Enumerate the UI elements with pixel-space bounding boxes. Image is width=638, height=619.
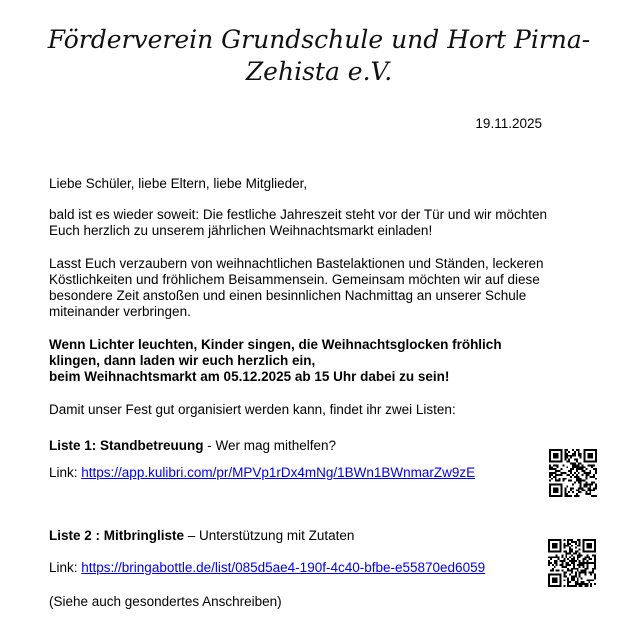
list1-title: Liste 1: Standbetreuung [49, 438, 204, 453]
qr-code-icon [549, 449, 597, 497]
list2-link-row [49, 560, 485, 576]
paragraph-line: Lasst Euch verzaubern von weihnachtlichen Bastelaktionen und Ständen, leckeren [49, 256, 544, 271]
list1-subtitle: - Wer mag mithelfen? [203, 438, 337, 453]
list1-heading [49, 438, 336, 454]
footer-note: (Siehe auch gesondertes Anschreiben) [49, 594, 282, 609]
qr-code-icon [549, 449, 597, 497]
letter-title [0, 24, 638, 88]
paragraph-line: Euch herzlich zu unserem jährlichen Weihnachtsmarkt einladen! [49, 223, 433, 238]
letter-date: 19.11.2025 [475, 116, 542, 131]
list2-title: Liste 2 : Mitbringliste [49, 528, 185, 543]
list2-heading [49, 528, 354, 544]
paragraph-line: Köstlichkeiten und fröhlichem Beisammensein. Gemeinsam möchten wir auf diese [49, 272, 540, 287]
paragraph-description [49, 256, 594, 320]
paragraph-line: miteinander verbringen. [49, 304, 191, 319]
list1-link[interactable]: https://app.kulibri.com/pr/MPVp1rDx4mNg/1BWn1BWnmarZw9zE [81, 465, 476, 480]
title-line-1: Förderverein Grundschule und Hort Pirna- [47, 25, 591, 54]
greeting: Liebe Schüler, liebe Eltern, liebe Mitglieder, [49, 176, 308, 191]
link-label: Link: [49, 560, 82, 575]
list2-subtitle: – Unterstützung mit Zutaten [184, 528, 355, 543]
lists-intro: Damit unser Fest gut organisiert werden kann, findet ihr zwei Listen: [49, 402, 456, 417]
paragraph-line: besondere Zeit anstoßen und einen besinnlichen Nachmittag an unserer Schule [49, 288, 527, 303]
announcement-line: Wenn Lichter leuchten, Kinder singen, die Weihnachtsglocken fröhlich [49, 337, 502, 352]
announcement-line: beim Weihnachtsmarkt am 05.12.2025 ab 15 Uhr dabei zu sein! [49, 369, 450, 384]
event-announcement [49, 337, 594, 385]
qr-code-icon [548, 539, 596, 587]
announcement-line: klingen, dann laden wir euch herzlich ein, [49, 353, 316, 368]
paragraph-line: bald ist es wieder soweit: Die festliche Jahreszeit steht vor der Tür und wir möchten [49, 207, 547, 222]
list2-link[interactable]: https://bringabottle.de/list/085d5ae4-190f-4c40-bfbe-e55870ed6059 [81, 560, 486, 575]
list1-link-row [49, 465, 475, 481]
paragraph-invitation [49, 207, 594, 239]
title-line-2: Zehista e.V. [245, 57, 393, 86]
link-label: Link: [49, 465, 82, 480]
letter-body [49, 176, 594, 418]
qr-code-icon [548, 539, 596, 587]
